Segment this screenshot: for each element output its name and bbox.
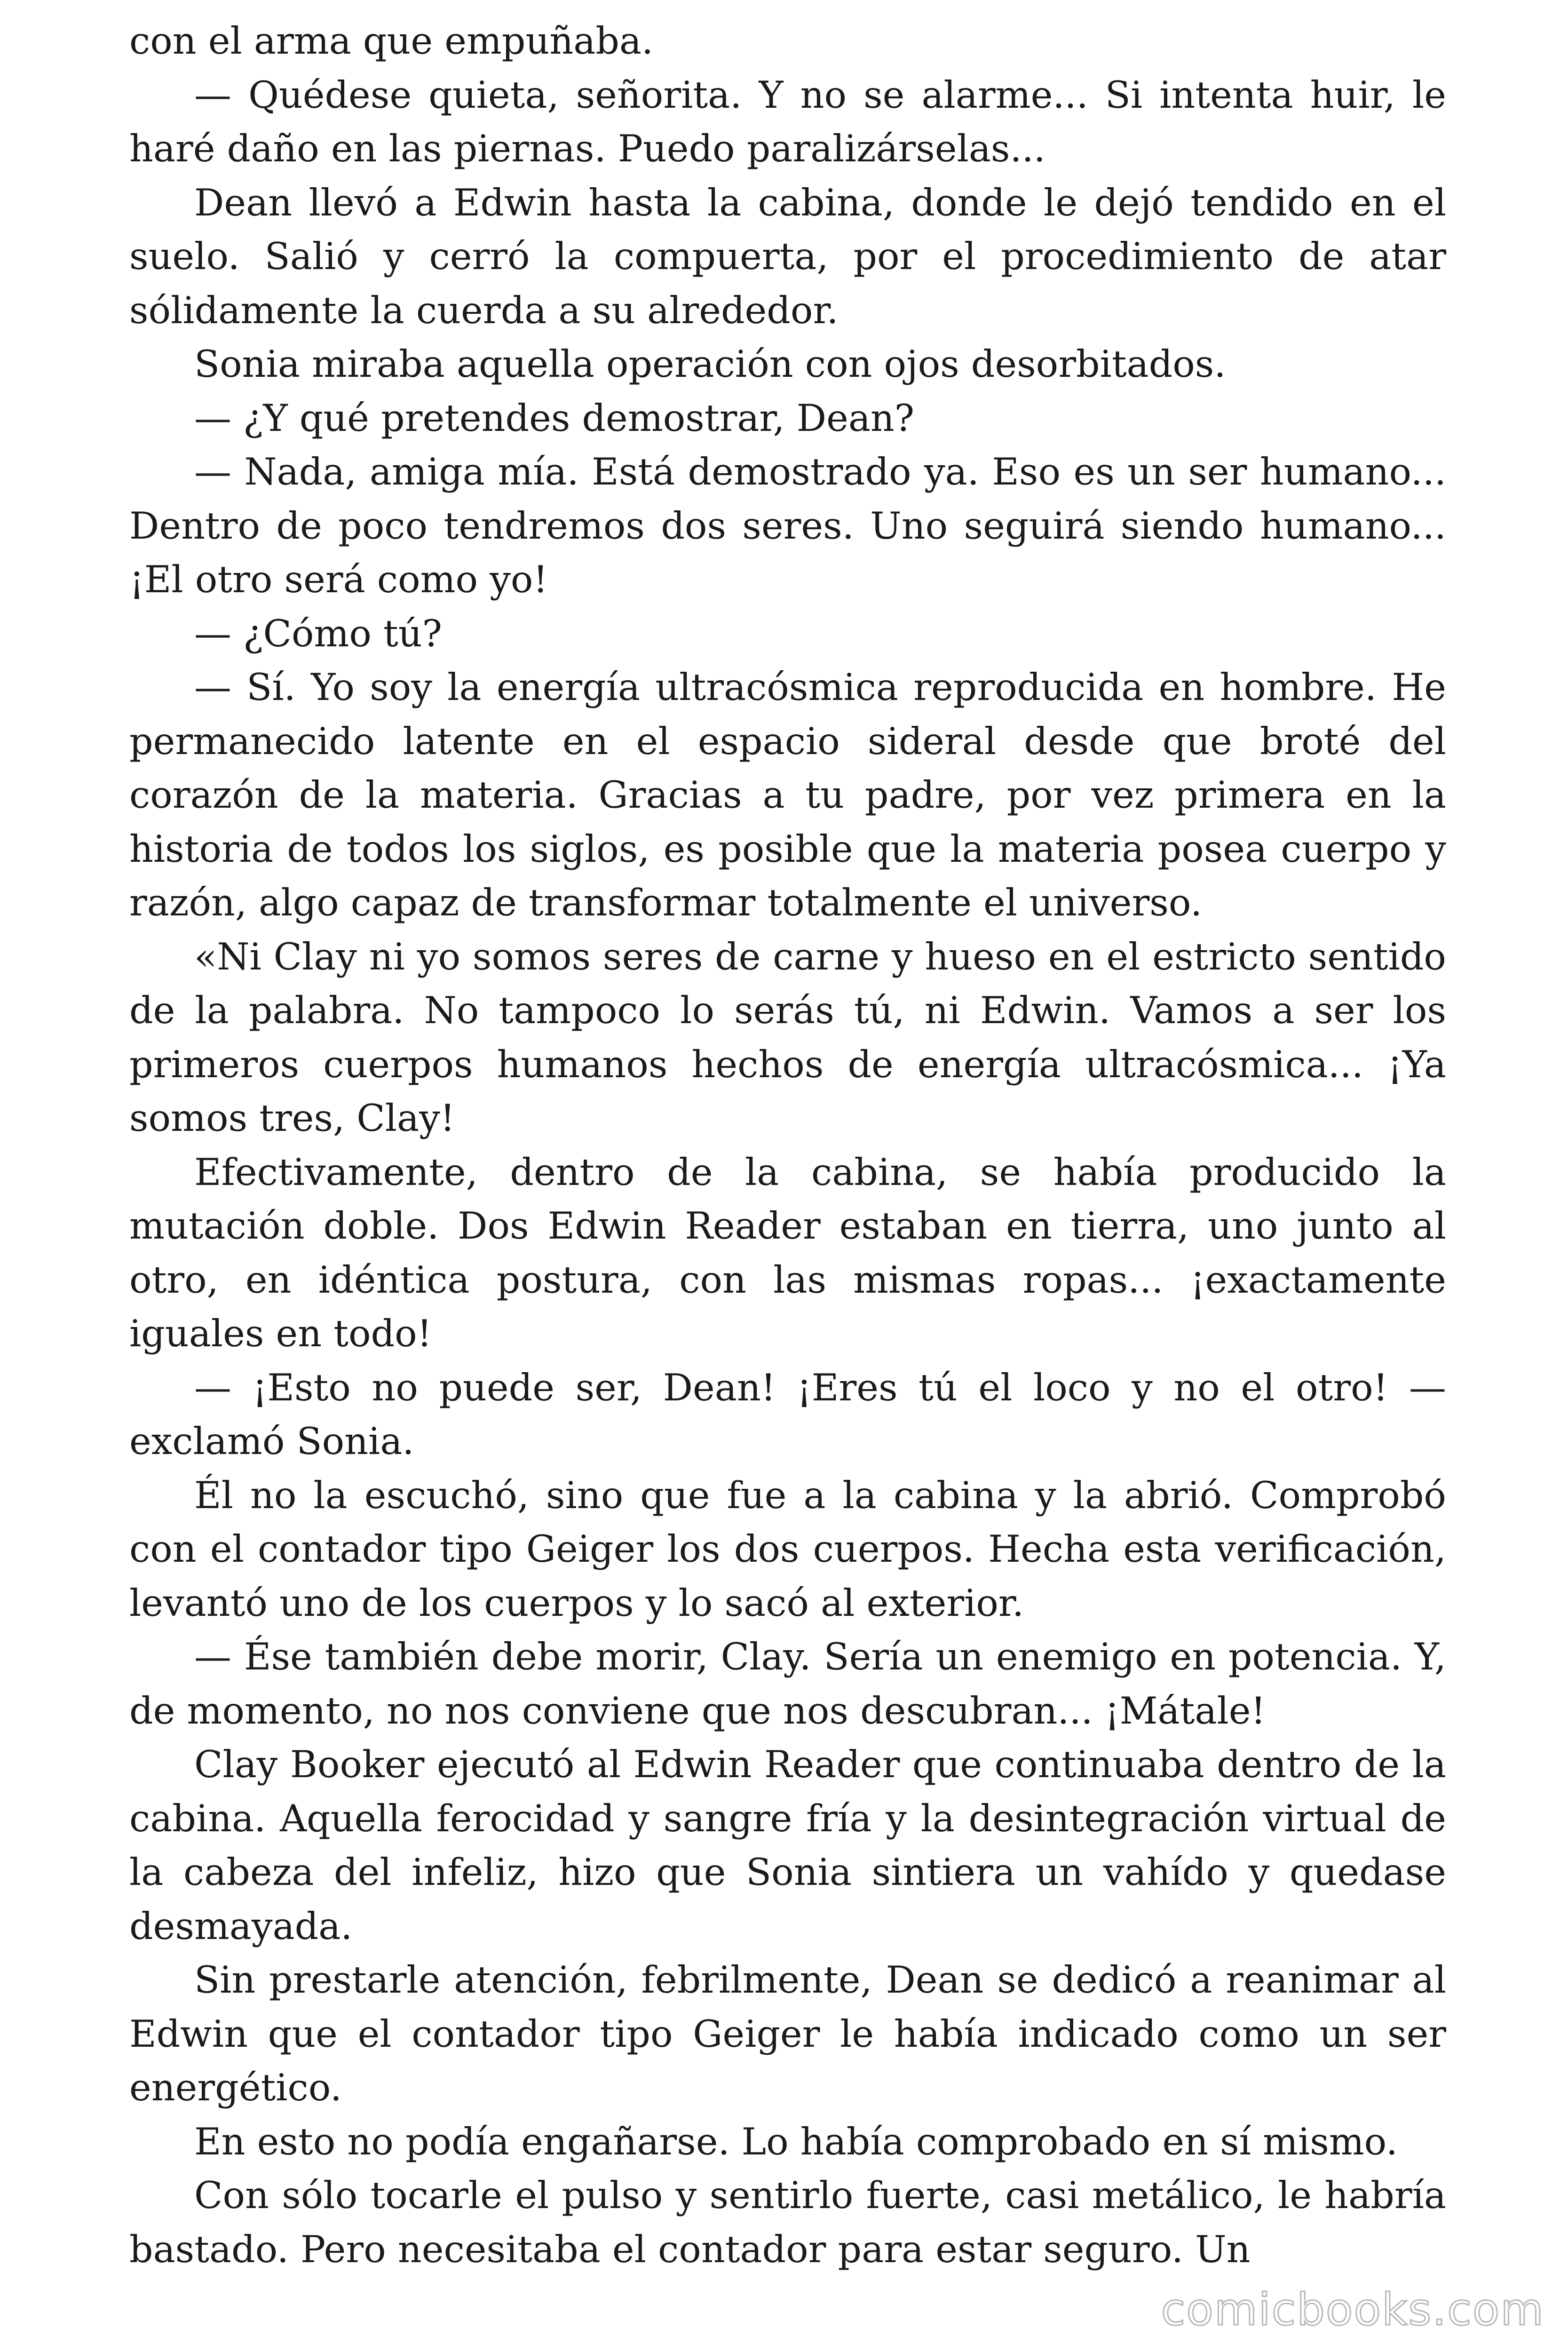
paragraph: Sonia miraba aquella operación con ojos desorbitados.: [194, 342, 1226, 386]
paragraph: Dean llevó a Edwin hasta la cabina, donde le dejó tendido en el suelo. Salió y cerró la compuerta, por el procedimiento de atar sólidamente la cuerda a su alrededor.: [129, 181, 1446, 332]
watermark: comicbooks.com: [1161, 2284, 1544, 2336]
paragraph: — ¿Cómo tú?: [194, 612, 443, 655]
paragraph: En esto no podía engañarse. Lo había comprobado en sí mismo.: [194, 2120, 1398, 2163]
paragraph: — Ése también debe morir, Clay. Sería un enemigo en potencia. Y, de momento, no nos conviene que nos descubran... ¡Mátale!: [129, 1635, 1446, 1732]
page-text: [129, 14, 1446, 2276]
paragraph: Efectivamente, dentro de la cabina, se había producido la mutación doble. Dos Edwin Reader estaban en tierra, uno junto al otro, en idéntica postura, con las mismas ropas... ¡exactamente iguales en todo!: [129, 1150, 1446, 1355]
paragraph: — Sí. Yo soy la energía ultracósmica reproducida en hombre. He permanecido latente en el espacio sideral desde que broté del corazón de la materia. Gracias a tu padre, por vez primera en la historia de todos los siglos, es posible que la materia posea cuerpo y razón, algo capaz de transformar totalmente el universo.: [129, 666, 1446, 924]
paragraph: — ¿Y qué pretendes demostrar, Dean?: [194, 396, 915, 440]
paragraph: Sin prestarle atención, febrilmente, Dean se dedicó a reanimar al Edwin que el contador tipo Geiger le había indicado como un ser energético.: [129, 1958, 1446, 2109]
paragraph: — Quédese quieta, señorita. Y no se alarme... Si intenta huir, le haré daño en las piernas. Puedo paralizárselas...: [129, 73, 1446, 170]
paragraph: — ¡Esto no puede ser, Dean! ¡Eres tú el loco y no el otro! — exclamó Sonia.: [129, 1366, 1446, 1463]
paragraph: «Ni Clay ni yo somos seres de carne y hueso en el estricto sentido de la palabra. No tampoco lo serás tú, ni Edwin. Vamos a ser los primeros cuerpos humanos hechos de energía ultracósmica... ¡Ya somos tres, Clay!: [129, 935, 1446, 1140]
paragraph: — Nada, amiga mía. Está demostrado ya. Eso es un ser humano... Dentro de poco tendremos dos seres. Uno seguirá siendo humano... ¡El otro será como yo!: [129, 450, 1446, 601]
paragraph: con el arma que empuñaba.: [129, 19, 654, 63]
paragraph: Con sólo tocarle el pulso y sentirlo fuerte, casi metálico, le habría bastado. Pero necesitaba el contador para estar seguro. Un: [129, 2174, 1446, 2271]
paragraph: Él no la escuchó, sino que fue a la cabina y la abrió. Comprobó con el contador tipo Geiger los dos cuerpos. Hecha esta verificación, levantó uno de los cuerpos y lo sacó al exterior.: [129, 1473, 1446, 1625]
paragraph: Clay Booker ejecutó al Edwin Reader que continuaba dentro de la cabina. Aquella ferocidad y sangre fría y la desintegración virtual de la cabeza del infeliz, hizo que Sonia sintiera un vahído y quedase desmayada.: [129, 1743, 1446, 1948]
